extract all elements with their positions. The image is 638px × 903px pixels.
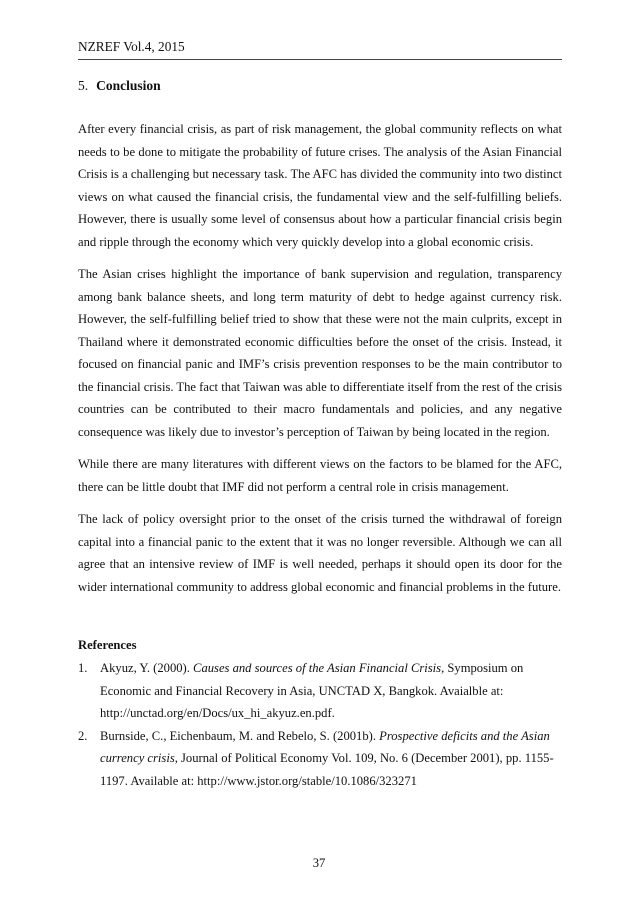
reference-details: , Journal of Political Economy Vol. 109, No. 6 (December 2001), pp. 1155-1197. Available at: http://www.jstor.org/stable/10.1086/323271 [100,751,554,788]
references-heading: References [78,638,137,652]
reference-item-1 [78,657,562,725]
running-header: NZREF Vol.4, 2015 [78,38,562,60]
paragraph-1: After every financial crisis, as part of risk management, the global community reflects on what needs to be done to mitigate the probability of future crises. The analysis of the Asian Financial Crisis is a challenging but necessary task. The AFC has divided the community into two distinct views on what caused the financial crisis, the fundamental view and the self-fulfilling beliefs. However, there is usually some level of consensus about how a particular financial crisis begin and ripple through the economy which very quickly develop into a global economic crisis. [78,122,562,249]
body-text [78,118,562,608]
reference-authors: Burnside, C., Eichenbaum, M. and Rebelo, S. (2001b). [100,728,380,743]
reference-item-2 [78,725,562,793]
reference-details: , Symposium on Economic and Financial Recovery in Asia, UNCTAD X, Bangkok. Avaialble at: http://unctad.org/en/Docs/ux_hi_akyuz.en.pdf. [100,661,524,720]
references-section [78,636,562,792]
reference-title: Causes and sources of the Asian Financial Crisis [193,661,442,675]
reference-index: 1. [78,661,88,675]
reference-authors: Akyuz, Y. (2000). [100,661,194,675]
section-heading [78,77,161,95]
section-title: Conclusion [96,78,161,93]
page-number: 37 [312,856,326,870]
reference-index: 2. [78,728,88,743]
paragraph-3: While there are many literatures with different views on the factors to be blamed for the AFC, there can be little doubt that IMF did not perform a central role in crisis management. [78,457,562,494]
section-number: 5. [78,78,89,93]
reference-title: Prospective deficits and the Asian currency crisis [100,728,550,765]
paragraph-4: The lack of policy oversight prior to the onset of the crisis turned the withdrawal of foreign capital into a financial panic to the extent that it was no longer reversible. Although we can all agree that an intensive review of IMF is well needed, perhaps it should open its door for the wider international community to address global economic and financial problems in the future. [78,512,562,594]
paragraph-2: The Asian crises highlight the importance of bank supervision and regulation, transparency among bank balance sheets, and long term maturity of debt to hedge against currency risk. However, the self-fulfilling belief tried to show that these were not the main culprits, except in Thailand where it demonstrated economic difficulties before the onset of the crisis. Instead, it focused on financial panic and IMF’s crisis prevention responses to be the main contributor to the financial crisis. The fact that Taiwan was able to differentiate itself from the rest of the crisis countries can be contributed to their macro fundamentals and policies, and any negative consequence was likely due to investor’s perception of Taiwan by being located in the region. [78,267,562,439]
